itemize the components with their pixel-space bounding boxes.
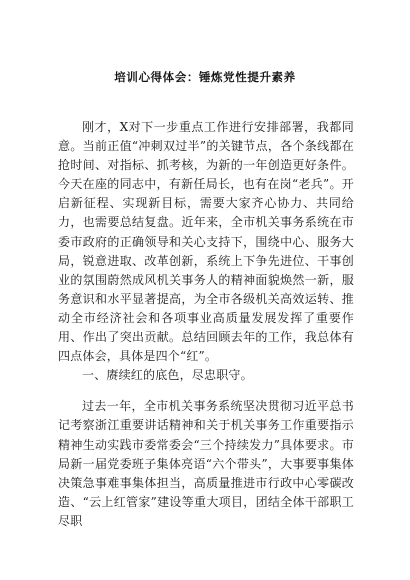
section-heading: 一、赓续红的底色，尽忠职守。 [82, 368, 253, 383]
paragraph-gap [58, 385, 354, 397]
section-paragraph: 过去一年，全市机关事务系统坚决贯彻习近平总书记考察浙江重要讲话精神和关于机关事务工作重要指示精神生动实践市委常委会“三个持续发力”具体要求。市局新一届党委班子集体亮语“六个带头”，大事要事集体决策急事难事集体担当，高质量推进市行政中心零碳改造、“云上红管家”建设等重大项目，团结全体干部职工尽职 [58, 399, 354, 528]
intro-paragraph: 刚才，X对下一步重点工作进行安排部署，我都同意。当前正值“冲刺双过半”的关键节点，各个条线都在抢时间、对指标、抓考核，为新的一年创造更好条件。今天在座的同志中，有新任局长，也有在岗“老兵”。开启新征程、实现新目标，需要大家齐心协力、共同给力，也需要总结复盘。近年来，全市机关事务系统在市委市政府的正确领导和关心支持下，围绕中心、服务大局，锐意进取、改革创新，系统上下争先进位、干事创业的氛围蔚然成风机关事务人的精神面貌焕然一新，服务意识和水平显著提高，为全市各级机关高效运转、推动全市经济社会和各项事业高质量发展发挥了重要作用、作出了突出贡献。总结回顾去年的工作，我总体有四点体会，具体是四个“红”。 [58, 120, 354, 364]
document-body [58, 118, 354, 531]
document-title: 培训心得体会：锤炼党性提升素养 [114, 70, 296, 84]
